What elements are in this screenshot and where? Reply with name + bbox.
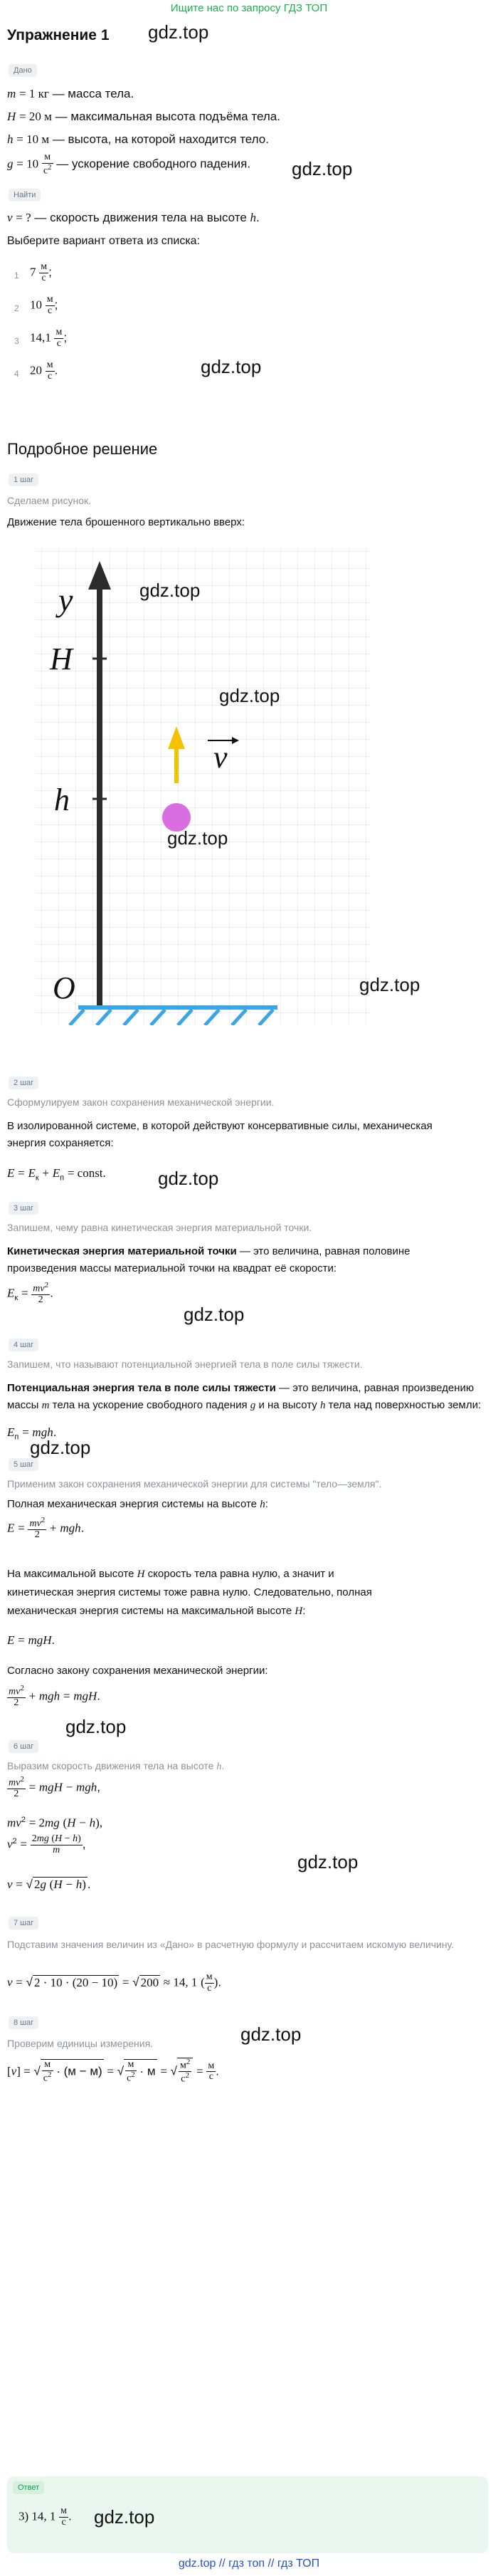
answer-value: 3) 14, 1 $\frac{м}{с}$ . [18, 2506, 72, 2528]
label-v: v [213, 740, 228, 775]
step-4-note: Запишем, что называют потенциальной энергией тела в поле силы тяжести. [7, 1358, 363, 1370]
derivation-1: $\frac{mv^2}{2}$ = mgH − mgh, [9, 1775, 101, 1800]
solution-title: Подробное решение [7, 440, 158, 458]
units-check: [v] = √ $\frac{м}{с^2}$ · (м − м) = √ $\frac{м}{с^2}$ · м = √ $\frac{м^2}{с^2}$ = $\frac{м}{с}$ . [7, 2058, 219, 2085]
step-5-text: Полная механическая энергия системы на высоте h: [7, 1498, 268, 1510]
total-energy-at-h: E = $\frac{mv^2}{2}$ + mgh. [7, 1516, 85, 1541]
watermark: gdz.top [139, 580, 201, 601]
step-3-badge: 3 шаг [9, 1202, 38, 1215]
step-4-badge: 4 шаг [9, 1339, 38, 1351]
given-m: m = 1 кг — масса тела. [7, 87, 134, 100]
choose-prompt: Выберите вариант ответа из списка: [7, 235, 201, 247]
label-h: h [54, 782, 70, 817]
potential-energy-formula: $E_п$ = mgh. [7, 1425, 57, 1442]
step-3-text: Кинетическая энергия материальной точки — это величина, равная половине произведения массы материальной точки на квадрат её скорости: [7, 1245, 410, 1274]
given-g: g = 10 $\frac{м}{с^2}$ — ускорение свободного падения. [7, 152, 251, 177]
step-2-note: Сформулируем закон сохранения механической энергии. [7, 1096, 275, 1108]
step-4-text: Потенциальная энергия тела в поле силы тяжести — это величина, равная произведению массы m тела на ускорение свободного падения g и на высоту h тела над поверхностью земли: [7, 1382, 482, 1411]
step-8-note: Проверим единицы измерения. [7, 2038, 154, 2049]
derivation-2: $mv^2 = 2mg$ (H − h), [7, 1816, 102, 1830]
energy-equation: $\frac{mv^2}{2}$ + mgh = mgH. [9, 1684, 101, 1709]
footer-links[interactable]: gdz.top // гдз топ // гдз ТОП [178, 2557, 320, 2570]
step-2-badge: 2 шаг [9, 1077, 38, 1089]
derivation-3: $v^2$ = $\frac{2mg (H - h)}{m}$ , [7, 1833, 86, 1855]
motion-diagram [7, 534, 370, 1025]
page-title: Упражнение 1 [7, 27, 110, 43]
watermark: gdz.top [167, 827, 228, 849]
option-1[interactable]: 7 $\frac{м}{с}$ ; [30, 261, 52, 283]
find-badge: Найти [9, 189, 41, 201]
option-3[interactable]: 14,1 $\frac{м}{с}$ ; [30, 327, 68, 349]
option-index-3: 3 [14, 336, 19, 346]
given-badge: Дано [9, 64, 37, 77]
step-8-badge: 8 шаг [9, 2016, 38, 2029]
step-6-note: Выразим скорость движения тела на высоте h. [7, 1760, 225, 1772]
step-6-badge: 6 шаг [9, 1740, 38, 1753]
step-7-note: Подставим значения величин из «Дано» в расчетную формулу и рассчитаем искомую величину. [7, 1939, 455, 1950]
label-H: H [50, 642, 73, 676]
calculation: v = √ 2 · 10 · (20 − 10) = √ 200 ≈ 14, 1 ( $\frac{м}{с}$ ). [7, 1972, 222, 1994]
search-banner: Ищите нас по запросу ГДЗ ТОП [170, 2, 328, 14]
option-index-1: 1 [14, 271, 19, 281]
watermark: gdz.top [184, 1304, 245, 1325]
step-1-text: Движение тела брошенного вертикально вверх: [7, 516, 245, 528]
step-1-note: Сделаем рисунок. [7, 495, 91, 506]
watermark: gdz.top [65, 1716, 127, 1737]
watermark: gdz.top [30, 1437, 91, 1458]
option-4[interactable]: 20 $\frac{м}{с}$ . [30, 360, 58, 382]
option-2[interactable]: 10 $\frac{м}{с}$ ; [30, 294, 58, 316]
option-index-2: 2 [14, 303, 19, 313]
watermark: gdz.top [158, 1168, 219, 1189]
step-3-note: Запишем, чему равна кинетическая энергия материальной точки. [7, 1222, 312, 1233]
label-O: O [53, 970, 75, 1005]
step-5-explanation: На максимальной высоте H скорость тела равна нулю, а значит и кинетическая энергия системы тоже равна нулю. Следовательно, полная механическая энергия системы на максимальной высоте H: [7, 1568, 372, 1617]
step-2-text: В изолированной системе, в которой действуют консервативные силы, механическая энергия сохраняется: [7, 1120, 433, 1149]
derivation-4: v = √ 2g (H − h) . [7, 1878, 91, 1891]
kinetic-energy-formula: $E_к$ = $\frac{mv^2}{2}$ . [7, 1281, 53, 1306]
watermark: gdz.top [297, 1851, 359, 1873]
step-5-badge: 5 шаг [9, 1458, 38, 1471]
step-5-note: Применим закон сохранения механической энергии для системы "тело—земля". [7, 1478, 382, 1489]
energy-conservation-formula: $E = E_к + E_п$ = const. [7, 1166, 106, 1183]
find-line: v = ? — скорость движения тела на высоте h. [7, 211, 260, 224]
option-index-4: 4 [14, 369, 19, 379]
watermark: gdz.top [148, 21, 209, 43]
step-1-badge: 1 шаг [9, 473, 38, 486]
answer-panel [7, 2476, 488, 2553]
step-5-law: Согласно закону сохранения механической энергии: [7, 1665, 268, 1677]
total-energy-at-H: E = mgH. [7, 1633, 55, 1647]
step-7-badge: 7 шаг [9, 1917, 38, 1930]
watermark: gdz.top [219, 685, 280, 706]
given-H: H = 20 м — максимальная высота подъёма тела. [7, 110, 280, 123]
watermark: gdz.top [240, 2023, 302, 2045]
watermark: gdz.top [359, 974, 420, 995]
answer-badge: Ответ [13, 2481, 44, 2494]
label-y: y [58, 582, 73, 618]
given-h: h = 10 м — высота, на которой находится тело. [7, 132, 269, 146]
watermark: gdz.top [292, 158, 353, 179]
watermark: gdz.top [201, 356, 262, 377]
watermark: gdz.top [94, 2506, 155, 2528]
